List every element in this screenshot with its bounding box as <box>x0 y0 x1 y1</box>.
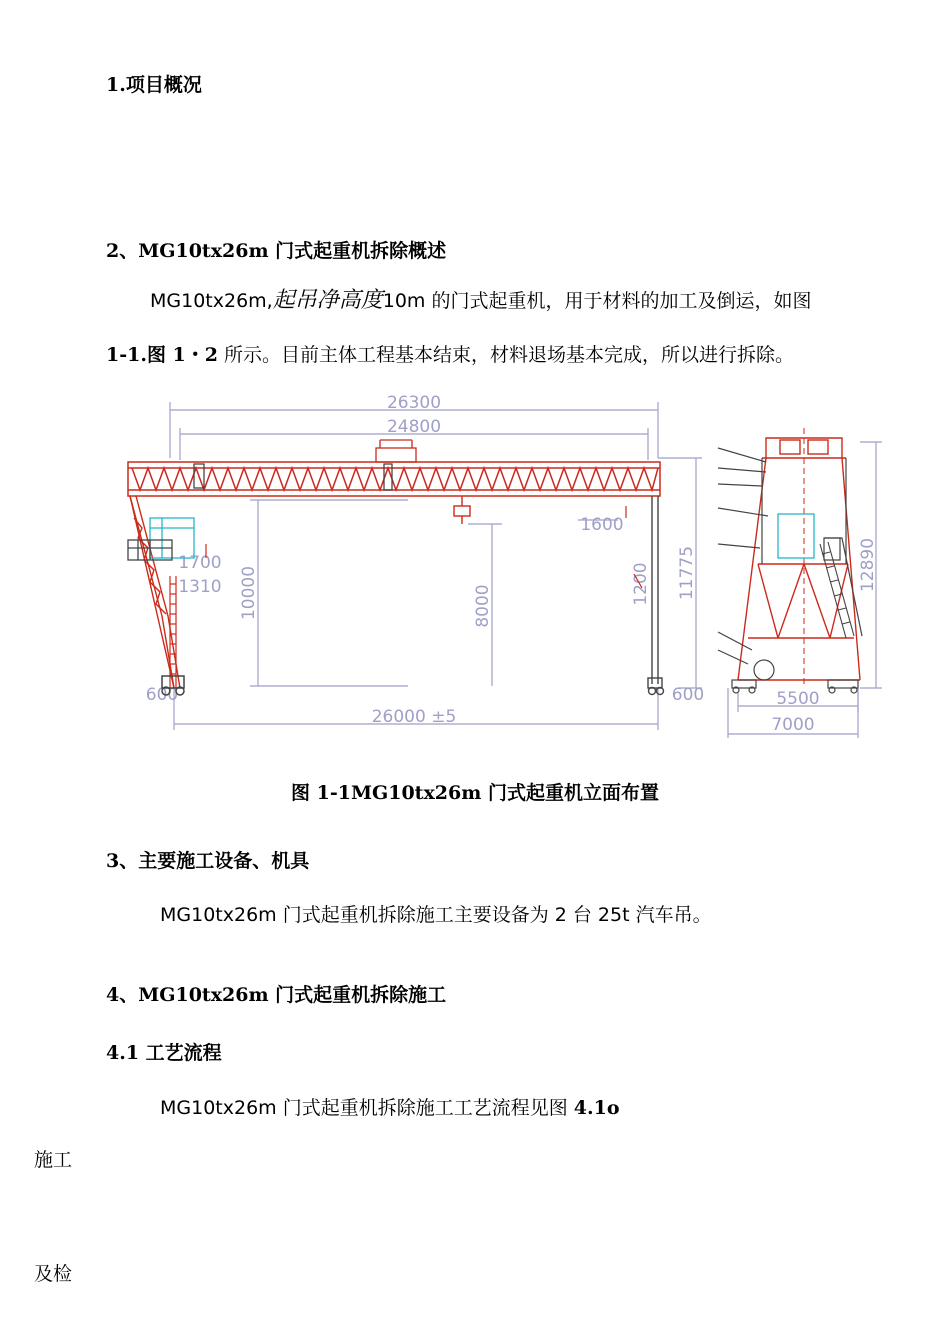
figure-reference: 1-1.图 1・2 <box>106 344 218 366</box>
dim-leg-span: 5500 <box>776 689 820 709</box>
figure-reference: 4.1o <box>573 1097 620 1119</box>
main-girder-truss <box>128 462 660 496</box>
section-4-1-title: 4.1 工艺流程 <box>106 1042 222 1064</box>
section-3-title: 3、主要施工设备、机具 <box>106 850 310 872</box>
dim-hook-height: 8000 <box>473 584 493 628</box>
section-2-paragraph-line-1 <box>150 283 811 314</box>
dim-total-height: 11775 <box>677 545 697 601</box>
dim-base-width: 7000 <box>771 715 815 735</box>
dim-span-total: 26300 <box>386 393 442 413</box>
section-3-paragraph: MG10tx26m 门式起重机拆除施工主要设备为 2 台 25t 汽车吊。 <box>160 904 712 926</box>
dim-small: 1200 <box>631 562 651 606</box>
side-view-cab <box>778 514 814 558</box>
dim-lift-height: 10000 <box>239 565 259 621</box>
gantry-crane-elevation-drawing <box>118 388 890 740</box>
side-view-frame <box>738 438 860 680</box>
dim-rail-span: 26000 ±5 <box>371 707 457 727</box>
dim-girder: 24800 <box>386 417 442 437</box>
dim-cab-a: 1700 <box>178 553 222 573</box>
dim-side-height: 12890 <box>858 537 878 593</box>
figure-caption: 图 1-1MG10tx26m 门式起重机立面布置 <box>291 782 659 804</box>
side-view-details <box>718 448 862 693</box>
dim-base-left: 600 <box>145 685 179 705</box>
hook-block <box>454 496 470 524</box>
section-4-title: 4、MG10tx26m 门式起重机拆除施工 <box>106 984 447 1006</box>
section-1-title: 1.项目概况 <box>106 74 202 96</box>
para-italic-text: 起吊净高度 <box>272 288 383 313</box>
para-text: MG10tx26m, <box>150 290 273 312</box>
section-4-1-paragraph <box>160 1093 620 1120</box>
dimension-lines <box>170 402 882 738</box>
section-2-title: 2、MG10tx26m 门式起重机拆除概述 <box>106 240 447 262</box>
para-text: 10m 的门式起重机，用于材料的加工及倒运，如图 <box>382 290 812 312</box>
left-rigid-leg <box>130 496 180 688</box>
section-2-paragraph-line-2 <box>106 340 794 367</box>
dim-hook-offset: 1600 <box>580 515 624 535</box>
text-fragment: 施工 <box>34 1149 73 1171</box>
trolley <box>376 440 416 462</box>
para-text: MG10tx26m 门式起重机拆除施工工艺流程见图 <box>160 1097 568 1119</box>
para-text: 所示。目前主体工程基本结束，材料退场基本完成，所以进行拆除。 <box>224 344 795 366</box>
cab-platform <box>128 540 172 560</box>
dim-base-right: 600 <box>671 685 705 705</box>
dim-cab-b: 1310 <box>178 577 222 597</box>
text-fragment: 及检 <box>34 1263 73 1285</box>
